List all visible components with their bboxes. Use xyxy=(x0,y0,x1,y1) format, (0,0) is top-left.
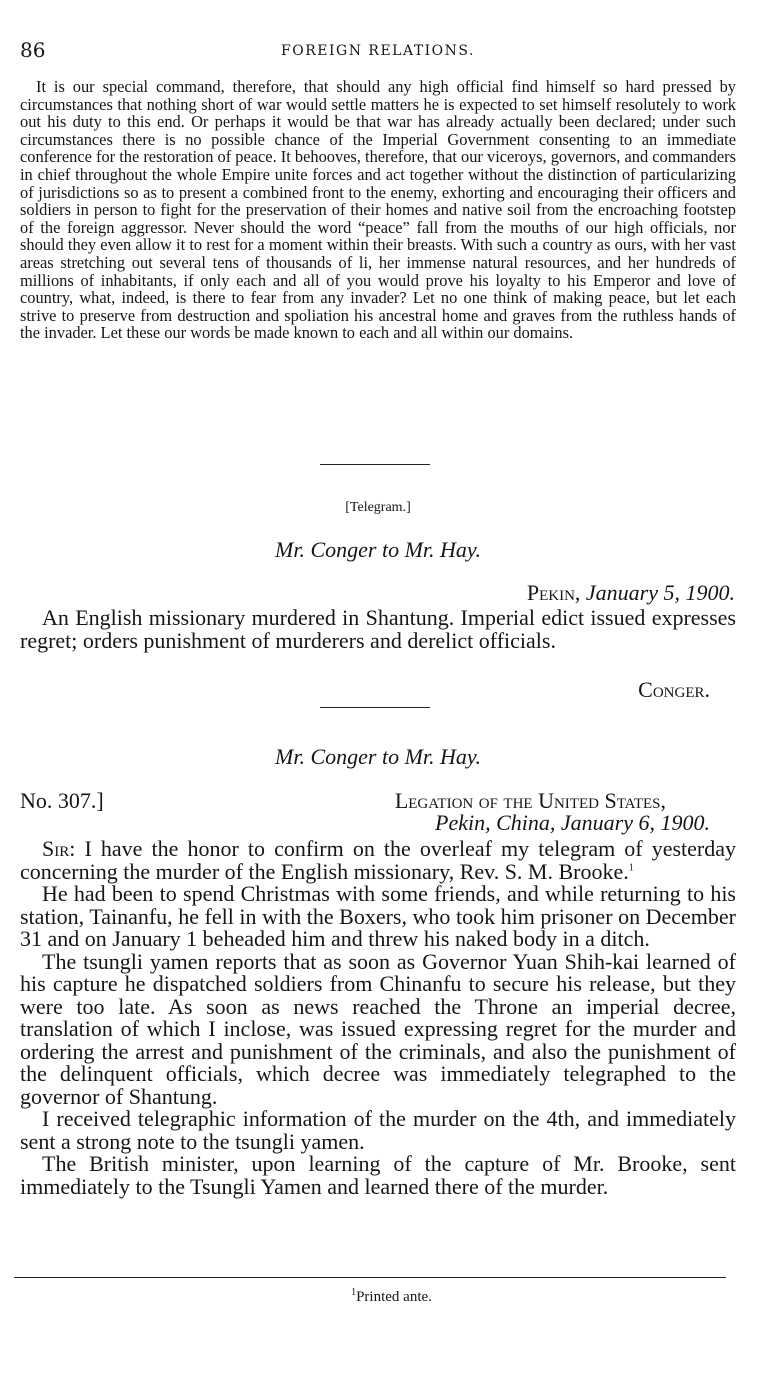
letter-paragraph: He had been to spend Christmas with some friends, and while returning to his station, Tainanfu, he fell in with the Boxers, who took him prisoner on December 31 and on January 1 beheaded him and threw his naked body in a ditch. xyxy=(20,881,736,951)
letter-paragraph: The British minister, upon learning of the capture of Mr. Brooke, sent immediately to the Tsungli Yamen and learned there of the murder. xyxy=(20,1151,736,1199)
footnote xyxy=(0,1289,783,1306)
footnote-ref: 1 xyxy=(628,862,634,874)
dispatch-number: No. 307.] xyxy=(20,788,104,813)
running-head: FOREIGN RELATIONS. xyxy=(281,43,475,59)
telegram-tag: [Telegram.] xyxy=(345,500,411,515)
footnote-text: Printed ante. xyxy=(356,1289,432,1305)
page-header xyxy=(20,38,736,64)
letter-paragraph xyxy=(20,838,736,883)
telegram-title: Mr. Conger to Mr. Hay. xyxy=(275,537,481,562)
footnote-rule xyxy=(14,1277,726,1278)
legation-line: Legation of the United States, xyxy=(394,788,666,813)
telegram-place: Pekin, xyxy=(526,580,581,605)
letter-paragraph: The tsungli yamen reports that as soon as Governor Yuan Shih-kai learned of his capture he dispatched soldiers from Chinanfu to secure his release, but they were too late. As soon as news reached the Throne an imperial decree, translation of which I inclose, was issued expressing regret for the murder and ordering the arrest and punishment of the criminals, and also the punishment of the delinquent officials, which decree was immediately telegraphed to the governor of Shantung. xyxy=(20,948,736,1109)
section-divider xyxy=(320,707,430,708)
telegram-paragraph: An English missionary murdered in Shantung. Imperial edict issued expresses regret; orders punishment of murderers and derelict officials. xyxy=(20,605,736,653)
letter-body xyxy=(20,838,736,1198)
salutation: Sir: xyxy=(42,836,76,861)
telegram-date: January 5, 1900. xyxy=(585,580,735,605)
letter-paragraph: I received telegraphic information of the murder on the 4th, and immediately sent a strong note to the tsungli yamen. xyxy=(20,1106,736,1154)
edict-text xyxy=(20,78,736,342)
footnote-mark: 1 xyxy=(351,1287,357,1298)
section-divider xyxy=(320,464,430,465)
edict-paragraph: It is our special command, therefore, that should any high official find himself so hard pressed by circumstances that nothing short of war would settle matters he is expected to set himself resolutely to work out his duty to this end. Or perhaps it would be that war has already actually been declared; under such circumstances there is no possible chance of the Imperial Government consenting to an immediate conference for the restoration of peace. It behooves, therefore, that our viceroys, governors, and commanders in chief throughout the whole Empire unite forces and act together without the distinction of particularizing of jurisdictions so as to present a combined front to the enemy, exhorting and encouraging their officers and soldiers in person to fight for the preservation of their homes and native soil from the encroaching footstep of the foreign aggressor. Never should the word “peace” fall from the mouths of our high officials, nor should they even allow it to rest for a moment within their breasts. With such a country as ours, with her vast areas stretching out several tens of thousands of li, her immense natural resources, and her hundreds of millions of inhabitants, if only each and all of you would prove his loyalty to his Emperor and love of country, what, indeed, is there to fear from any invader? Let no one think of making peace, but let each strive to preserve from destruction and spoliation his ancestral home and graves from the ruthless hands of the invader. Let these our words be made known to each and all within our domains. xyxy=(20,77,736,343)
telegram-dateline xyxy=(527,580,735,606)
telegram-body xyxy=(20,607,736,652)
letter-place-date: Pekin, China, January 6, 1900. xyxy=(435,810,710,835)
telegram-signature: Conger. xyxy=(638,677,710,702)
page-number: 86 xyxy=(20,38,46,62)
letter-p1-text: I have the honor to confirm on the overleaf my telegram of yesterday concerning the murder of the English missionary, Rev. S. M. Brooke. xyxy=(20,836,737,884)
letter-title: Mr. Conger to Mr. Hay. xyxy=(275,744,481,769)
